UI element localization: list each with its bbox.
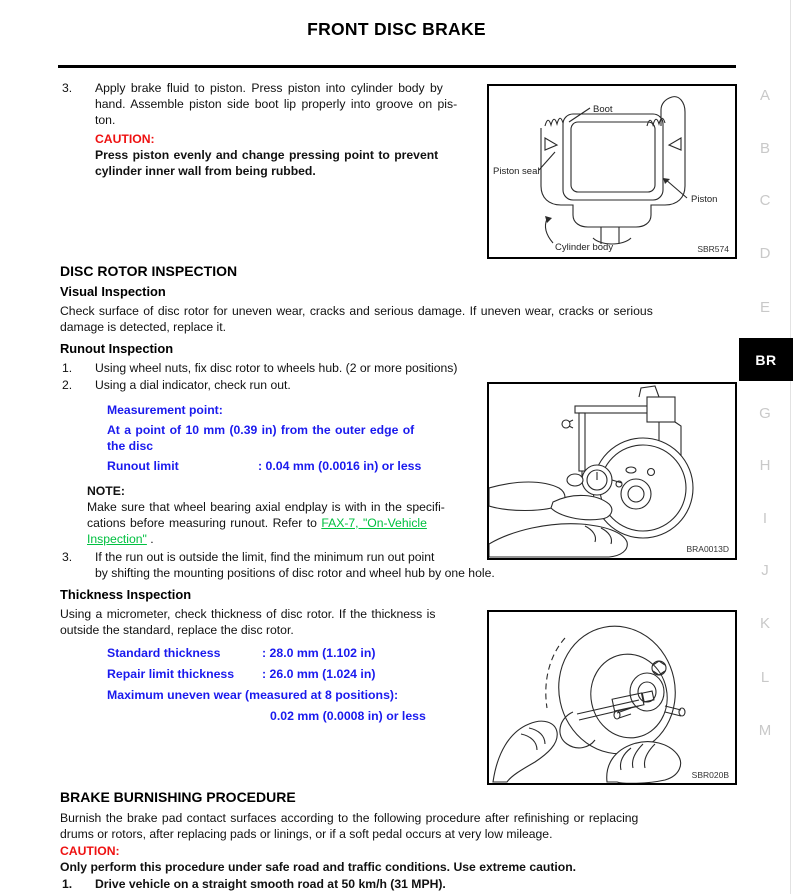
spec-label: Runout limit [107, 459, 179, 473]
page-title: FRONT DISC BRAKE [307, 19, 486, 39]
step-number: 3. [62, 550, 73, 564]
fax-7-link[interactable]: FAX-7, "On-Vehicle [321, 516, 427, 530]
dial-indicator-diagram [489, 384, 735, 558]
section-tab-a: A [759, 87, 770, 104]
subheading-thickness-inspection: Thickness Inspection [60, 587, 192, 602]
step-number: 2. [62, 378, 73, 392]
spec-value: : 0.04 mm (0.0016 in) or less [258, 459, 422, 473]
fax-7-link-continuation[interactable]: Inspection" [87, 532, 147, 546]
step-number: 1. [62, 361, 73, 375]
subheading-visual-inspection: Visual Inspection [60, 284, 166, 299]
note-line [87, 531, 487, 547]
micrometer-diagram [489, 612, 735, 783]
paragraph-line: outside the standard, replace the disc rotor. [60, 623, 294, 637]
section-tab-c: C [759, 192, 771, 209]
figure-caliper-piston [487, 84, 737, 259]
page-right-edge [790, 0, 791, 894]
note-line: Make sure that wheel bearing axial endplay is with in the specifi- [87, 500, 445, 514]
title-divider [58, 65, 736, 68]
figure-label-piston: Piston [691, 194, 718, 205]
step-text: Using a dial indicator, check run out. [95, 378, 291, 392]
note-line [87, 515, 487, 531]
figure-label-cylinder-body: Cylinder body [555, 242, 614, 253]
brake-caliper-diagram [489, 86, 735, 257]
runout-step-3 [62, 549, 495, 581]
caution-text-line: cylinder inner wall from being rubbed. [95, 164, 316, 178]
step-text: Drive vehicle on a straight smooth road at 50 km/h (31 MPH). [95, 877, 446, 891]
caution-label: CAUTION: [60, 844, 120, 858]
caution-text: Only perform this procedure under safe road and traffic conditions. Use extreme caution. [60, 860, 577, 874]
thickness-paragraph [60, 606, 490, 638]
caution-block-piston [95, 131, 495, 179]
runout-spec-block [107, 402, 487, 474]
section-tab-g: G [759, 405, 771, 422]
spec-line: the disc [107, 439, 154, 453]
step-text: Using wheel nuts, fix disc rotor to wheels hub. (2 or more positions) [95, 361, 458, 375]
section-tab-l: L [760, 669, 770, 686]
section-tab-br-label: BR [755, 351, 777, 368]
visual-inspection-paragraph [60, 303, 740, 335]
runout-step-2 [62, 377, 291, 393]
paragraph-line: Using a micrometer, check thickness of disc rotor. If the thickness is [60, 607, 436, 621]
paragraph-line: Burnish the brake pad contact surfaces according to the following procedure after refinishing or replacing [60, 811, 639, 825]
note-block [87, 483, 487, 547]
burnishing-step-1 [62, 876, 446, 892]
note-text: cations before measuring runout. Refer to [87, 516, 322, 530]
step-text-line: by shifting the mounting positions of disc rotor and wheel hub by one hole. [95, 566, 495, 580]
section-heading-brake-burnishing: BRAKE BURNISHING PROCEDURE [60, 789, 296, 805]
figure-thickness-measurement [487, 610, 737, 785]
spec-line: At a point of 10 mm (0.39 in) from the outer edge of [107, 423, 415, 437]
step-text-line: hand. Assemble piston side boot lip properly into groove on pis- [95, 97, 458, 111]
step-number: 3. [62, 81, 73, 95]
spec-label: Standard thickness [107, 646, 221, 660]
figure-code: BRA0013D [686, 544, 729, 554]
paragraph-line: drums or rotors, after replacing pads or linings, or if a soft pedal occurs at very low mileage. [60, 827, 553, 841]
step-item-3-assembly [62, 80, 492, 128]
figure-code: SBR574 [697, 244, 729, 254]
caution-label: CAUTION: [95, 132, 155, 146]
paragraph-line: damage is detected, replace it. [60, 320, 226, 334]
runout-step-1 [62, 360, 457, 376]
figure-label-piston-seal: Piston seal [493, 166, 540, 177]
figure-label-boot: Boot [593, 104, 613, 115]
thickness-spec-block [107, 645, 487, 724]
section-tab-d: D [759, 245, 771, 262]
caution-text-line: Press piston evenly and change pressing point to prevent [95, 148, 439, 162]
spec-value: : 26.0 mm (1.024 in) [262, 667, 376, 681]
section-heading-disc-rotor-inspection: DISC ROTOR INSPECTION [60, 263, 238, 279]
section-tab-m: M [758, 722, 772, 739]
step-text-line: ton. [95, 113, 116, 127]
section-tab-i: I [762, 510, 768, 527]
burnishing-paragraph [60, 810, 740, 842]
section-tab-e: E [759, 299, 770, 316]
note-label: NOTE: [87, 484, 125, 498]
section-tab-h: H [759, 457, 771, 474]
step-text-line: Apply brake fluid to piston. Press piston into cylinder body by [95, 81, 443, 95]
section-tab-b: B [759, 140, 770, 157]
step-text-line: If the run out is outside the limit, find the minimum run out point [95, 550, 435, 564]
section-tab-j: J [761, 562, 769, 579]
section-tab-k: K [759, 615, 770, 632]
figure-runout-measurement [487, 382, 737, 560]
subheading-runout-inspection: Runout Inspection [60, 341, 174, 356]
spec-title: Measurement point: [107, 403, 223, 417]
spec-value-uneven-wear: 0.02 mm (0.0008 in) or less [270, 709, 426, 723]
paragraph-line: Check surface of disc rotor for uneven wear, cracks and serious damage. If uneven wear, cracks or serious [60, 304, 653, 318]
step-number: 1. [62, 877, 73, 891]
spec-label: Repair limit thickness [107, 667, 235, 681]
spec-label-uneven-wear: Maximum uneven wear (measured at 8 positions): [107, 688, 399, 702]
section-tab-br-active [739, 338, 793, 381]
spec-value: : 28.0 mm (1.102 in) [262, 646, 376, 660]
note-text: . [146, 532, 154, 546]
figure-code: SBR020B [691, 770, 729, 780]
